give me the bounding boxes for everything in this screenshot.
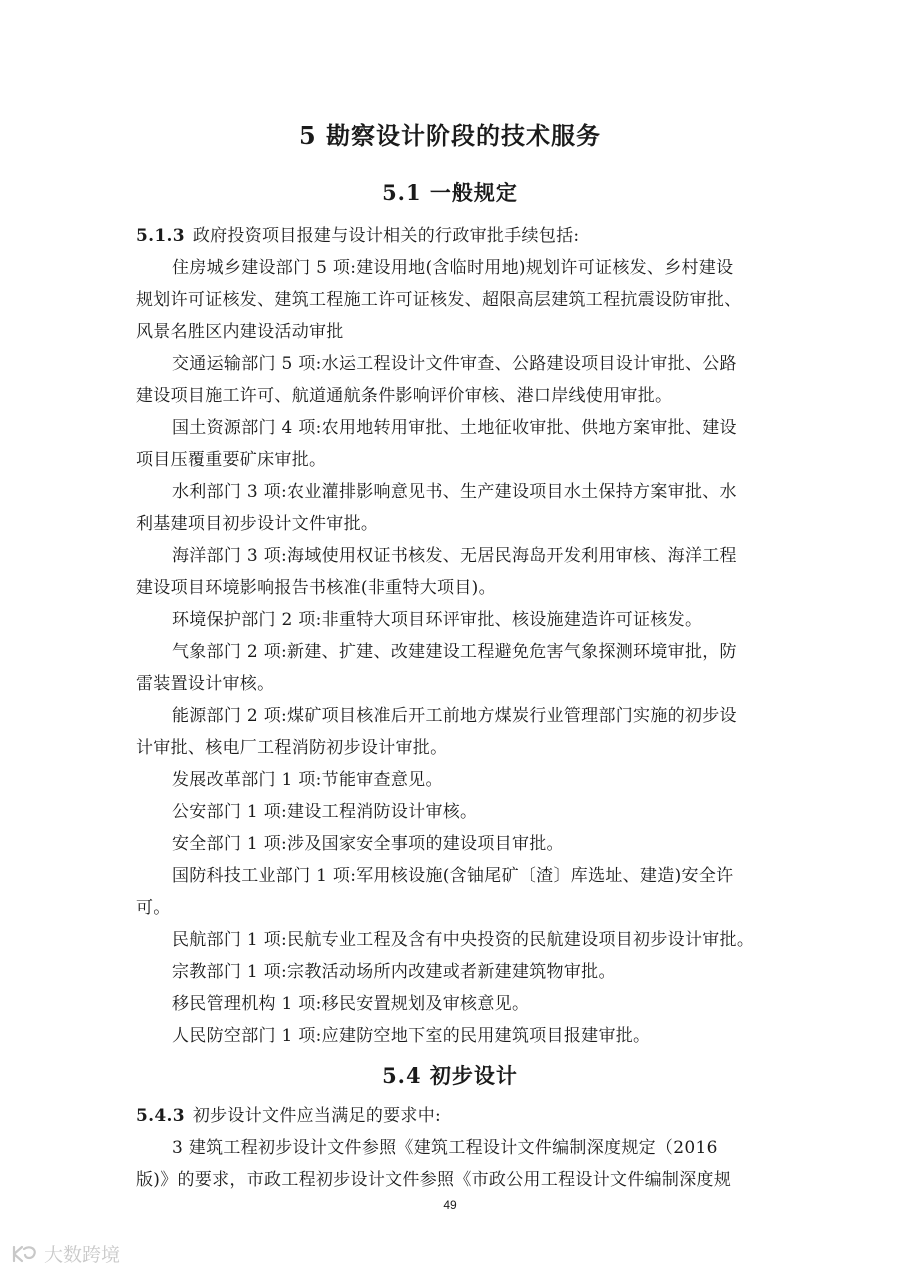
section-title-5-4: 5.4 初步设计 [382,1063,518,1088]
paragraph-line: 移民管理机构 1 项:移民安置规划及审核意见。 [172,994,530,1014]
paragraph-line: 可。 [136,898,171,918]
paragraph-line: 利基建项目初步设计文件审批。 [136,514,379,534]
paragraph-line: 公安部门 1 项:建设工程消防设计审核。 [172,802,478,822]
paragraph-line: 3 建筑工程初步设计文件参照《建筑工程设计文件编制深度规定（2016 [172,1138,718,1158]
paragraph-line: 民航部门 1 项:民航专业工程及含有中央投资的民航建设项目初步设计审批。 [172,930,755,950]
paragraph-line: 建设项目环境影响报告书核准(非重特大项目)。 [136,578,496,598]
watermark-text: 大数跨境 [44,1244,121,1266]
watermark [10,1240,120,1267]
clause-5-1-3 [136,224,776,248]
paragraph-line: 水利部门 3 项:农业灌排影响意见书、生产建设项目水土保持方案审批、水 [172,482,737,502]
clause-5-4-3 [136,1104,776,1128]
clause-number: 5.4.3 [136,1106,185,1126]
page-number: 49 [443,1198,457,1212]
paragraph-line: 能源部门 2 项:煤矿项目核准后开工前地方煤炭行业管理部门实施的初步设 [172,706,737,726]
paragraph-line: 宗教部门 1 项:宗教活动场所内改建或者新建建筑物审批。 [172,962,616,982]
clause-text: 初步设计文件应当满足的要求中: [192,1106,442,1126]
chapter-title: 5 勘察设计阶段的技术服务 [298,121,602,150]
paragraph-line: 版)》的要求，市政工程初步设计文件参照《市政公用工程设计文件编制深度规 [136,1170,732,1190]
paragraph-line: 发展改革部门 1 项:节能审查意见。 [172,770,443,790]
paragraph-line: 交通运输部门 5 项:水运工程设计文件审查、公路建设项目设计审批、公路 [172,354,737,374]
paragraph-line: 规划许可证核发、建筑工程施工许可证核发、超限高层建筑工程抗震设防审批、 [136,290,742,310]
paragraph-line: 项目压覆重要矿床审批。 [136,450,327,470]
paragraph-line: 国防科技工业部门 1 项:军用核设施(含铀尾矿〔渣〕库选址、建造)安全许 [172,866,734,886]
paragraph-line: 计审批、核电厂工程消防初步设计审批。 [136,738,448,758]
paragraph-line: 人民防空部门 1 项:应建防空地下室的民用建筑项目报建审批。 [172,1026,651,1046]
paragraph-line: 国土资源部门 4 项:农用地转用审批、土地征收审批、供地方案审批、建设 [172,418,737,438]
clause-text: 政府投资项目报建与设计相关的行政审批手续包括: [192,226,580,246]
paragraph-line: 住房城乡建设部门 5 项:建设用地(含临时用地)规划许可证核发、乡村建设 [172,258,734,278]
paragraph-line: 海洋部门 3 项:海域使用权证书核发、无居民海岛开发利用审核、海洋工程 [172,546,737,566]
paragraph-line: 安全部门 1 项:涉及国家安全事项的建设项目审批。 [172,834,564,854]
paragraph-line: 风景名胜区内建设活动审批 [136,322,344,342]
watermark-logo-icon [10,1243,40,1265]
paragraph-line: 建设项目施工许可、航道通航条件影响评价审核、港口岸线使用审批。 [136,386,673,406]
paragraph-line: 气象部门 2 项:新建、扩建、改建建设工程避免危害气象探测环境审批，防 [172,642,737,662]
paragraph-line: 环境保护部门 2 项:非重特大项目环评审批、核设施建造许可证核发。 [172,610,703,630]
clause-number: 5.1.3 [136,226,185,246]
section-title-5-1: 5.1 一般规定 [382,180,518,205]
paragraph-line: 雷装置设计审核。 [136,674,275,694]
